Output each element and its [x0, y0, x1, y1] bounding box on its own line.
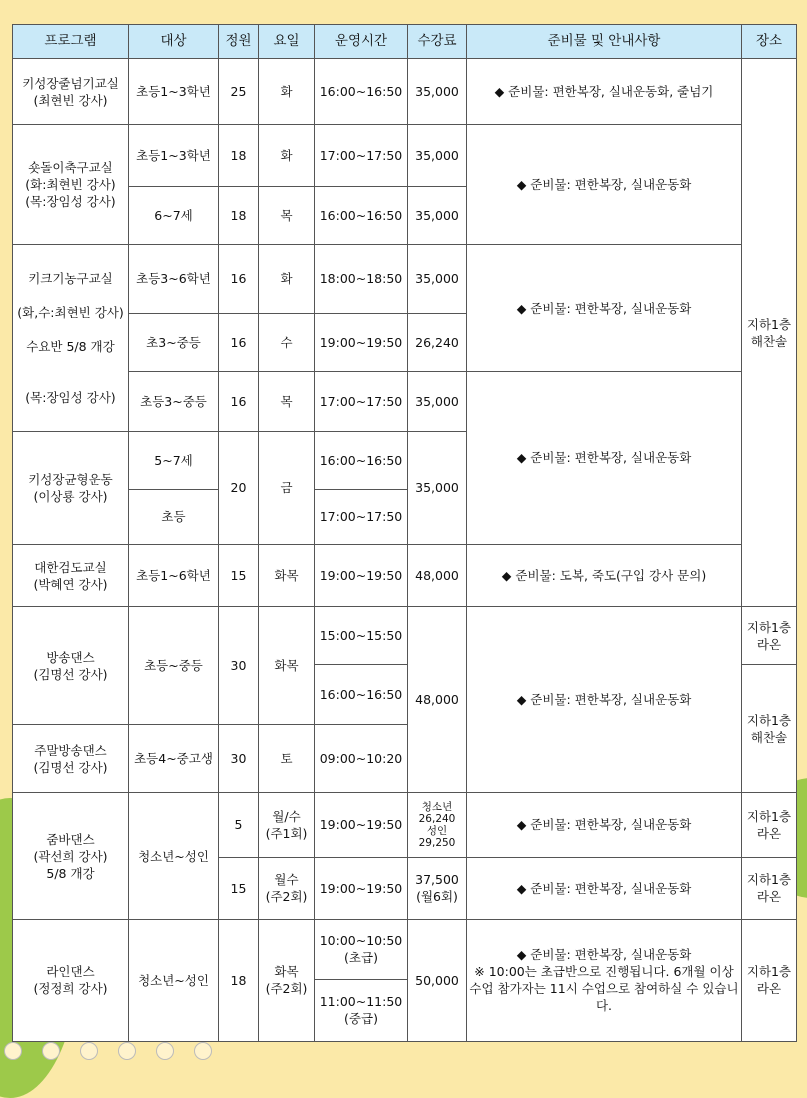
notes: ◆ 준비물: 편한복장, 실내운동화 — [467, 857, 742, 919]
notes: ◆ 준비물: 편한복장, 실내운동화, 줄넘기 — [467, 59, 742, 125]
table-row — [13, 544, 797, 606]
day: 목 — [259, 187, 315, 245]
program-schedule-table — [12, 24, 797, 1042]
fee: 35,000 — [408, 245, 467, 313]
time: 19:00~19:50 — [315, 857, 408, 919]
pen-icon[interactable] — [80, 1042, 98, 1060]
fee: 50,000 — [408, 919, 467, 1041]
day: 화 — [259, 245, 315, 313]
notes: ◆ 준비물: 편한복장, 실내운동화 — [467, 125, 742, 245]
target: 초등3~중등 — [129, 371, 219, 431]
fee: 35,000 — [408, 187, 467, 245]
day: 월수 (주2회) — [259, 857, 315, 919]
place: 지하1층 라온 — [742, 793, 797, 857]
time: 18:00~18:50 — [315, 245, 408, 313]
time: 09:00~10:20 — [315, 725, 408, 793]
time: 16:00~16:50 — [315, 59, 408, 125]
capacity: 5 — [219, 793, 259, 857]
capacity: 18 — [219, 125, 259, 187]
fee: 37,500 (월6회) — [408, 857, 467, 919]
header-day: 요일 — [259, 25, 315, 59]
place: 지하1층 라온 — [742, 607, 797, 665]
fee: 26,240 — [408, 313, 467, 371]
fee: 35,000 — [408, 431, 467, 544]
header-notes: 준비물 및 안내사항 — [467, 25, 742, 59]
table-row — [13, 919, 797, 979]
time: 16:00~16:50 — [315, 665, 408, 725]
time: 16:00~16:50 — [315, 431, 408, 489]
notes: ◆ 준비물: 편한복장, 실내운동화 — [467, 371, 742, 544]
program-name: 숏돌이축구교실 (화:최현빈 강사) (목:장임성 강사) — [13, 125, 129, 245]
program-name: 키성장줄넘기교실 (최현빈 강사) — [13, 59, 129, 125]
capacity: 15 — [219, 857, 259, 919]
header-time: 운영시간 — [315, 25, 408, 59]
time: 10:00~10:50 (초급) — [315, 919, 408, 979]
table-row — [13, 125, 797, 187]
target: 초등1~6학년 — [129, 544, 219, 606]
grid-icon[interactable] — [118, 1042, 136, 1060]
program-name: 키크기농구교실 (화,수:최현빈 강사) 수요반 5/8 개강 (목:장임성 강사) — [13, 245, 129, 431]
capacity: 30 — [219, 607, 259, 725]
notes: ◆ 준비물: 편한복장, 실내운동화 — [467, 245, 742, 371]
header-fee: 수강료 — [408, 25, 467, 59]
notes: ◆ 준비물: 편한복장, 실내운동화 ※ 10:00는 초급반으로 진행됩니다. 6개월 이상 수업 참가자는 11시 수업으로 참여하실 수 있습니다. — [467, 919, 742, 1041]
target: 5~7세 — [129, 431, 219, 489]
capacity: 16 — [219, 245, 259, 313]
target: 초등4~중고생 — [129, 725, 219, 793]
capacity: 16 — [219, 371, 259, 431]
day: 화목 — [259, 607, 315, 725]
day: 화목 — [259, 544, 315, 606]
header-capacity: 정원 — [219, 25, 259, 59]
time: 19:00~19:50 — [315, 313, 408, 371]
place: 지하1층 라온 — [742, 857, 797, 919]
time: 15:00~15:50 — [315, 607, 408, 665]
target: 초등~중등 — [129, 607, 219, 725]
table-row — [13, 793, 797, 857]
place: 지하1층 라온 — [742, 919, 797, 1041]
zoom-icon[interactable] — [156, 1042, 174, 1060]
capacity: 30 — [219, 725, 259, 793]
capacity: 25 — [219, 59, 259, 125]
day: 금 — [259, 431, 315, 544]
time: 16:00~16:50 — [315, 187, 408, 245]
capacity: 18 — [219, 187, 259, 245]
day: 화목 (주2회) — [259, 919, 315, 1041]
target: 초등1~3학년 — [129, 59, 219, 125]
target: 초등1~3학년 — [129, 125, 219, 187]
time: 19:00~19:50 — [315, 793, 408, 857]
program-name: 라인댄스 (정정희 강사) — [13, 919, 129, 1041]
header-place: 장소 — [742, 25, 797, 59]
program-name: 줌바댄스 (곽선희 강사) 5/8 개강 — [13, 793, 129, 919]
capacity: 20 — [219, 431, 259, 544]
day: 월/수 (주1회) — [259, 793, 315, 857]
capacity: 16 — [219, 313, 259, 371]
fee: 청소년 26,240 성인 29,250 — [408, 793, 467, 857]
notes: ◆ 준비물: 도복, 죽도(구입 강사 문의) — [467, 544, 742, 606]
capacity: 18 — [219, 919, 259, 1041]
header-row — [13, 25, 797, 59]
target: 초3~중등 — [129, 313, 219, 371]
fee: 48,000 — [408, 544, 467, 606]
day: 목 — [259, 371, 315, 431]
play-icon[interactable] — [42, 1042, 60, 1060]
program-name: 키성장균형운동 (이상룡 강사) — [13, 431, 129, 544]
day: 수 — [259, 313, 315, 371]
prev-icon[interactable] — [4, 1042, 22, 1060]
table-row — [13, 245, 797, 313]
fee: 35,000 — [408, 59, 467, 125]
target: 6~7세 — [129, 187, 219, 245]
day: 토 — [259, 725, 315, 793]
capacity: 15 — [219, 544, 259, 606]
place: 지하1층 해찬솔 — [742, 59, 797, 607]
table-row — [13, 371, 797, 431]
fee: 35,000 — [408, 125, 467, 187]
time: 17:00~17:50 — [315, 489, 408, 544]
time: 17:00~17:50 — [315, 125, 408, 187]
table-row — [13, 607, 797, 665]
fee: 35,000 — [408, 371, 467, 431]
program-name: 방송댄스 (김명선 강사) — [13, 607, 129, 725]
table-row — [13, 59, 797, 125]
program-name: 대한검도교실 (박혜연 강사) — [13, 544, 129, 606]
target: 초등 — [129, 489, 219, 544]
time: 19:00~19:50 — [315, 544, 408, 606]
target: 초등3~6학년 — [129, 245, 219, 313]
day: 화 — [259, 125, 315, 187]
target: 청소년~성인 — [129, 793, 219, 919]
slide-toolbar — [4, 1042, 234, 1058]
header-target: 대상 — [129, 25, 219, 59]
more-icon[interactable] — [194, 1042, 212, 1060]
time: 17:00~17:50 — [315, 371, 408, 431]
time: 11:00~11:50 (중급) — [315, 979, 408, 1041]
notes: ◆ 준비물: 편한복장, 실내운동화 — [467, 793, 742, 857]
day: 화 — [259, 59, 315, 125]
notes: ◆ 준비물: 편한복장, 실내운동화 — [467, 607, 742, 793]
place: 지하1층 해찬솔 — [742, 665, 797, 793]
program-name: 주말방송댄스 (김명선 강사) — [13, 725, 129, 793]
fee: 48,000 — [408, 607, 467, 793]
header-program: 프로그램 — [13, 25, 129, 59]
target: 청소년~성인 — [129, 919, 219, 1041]
